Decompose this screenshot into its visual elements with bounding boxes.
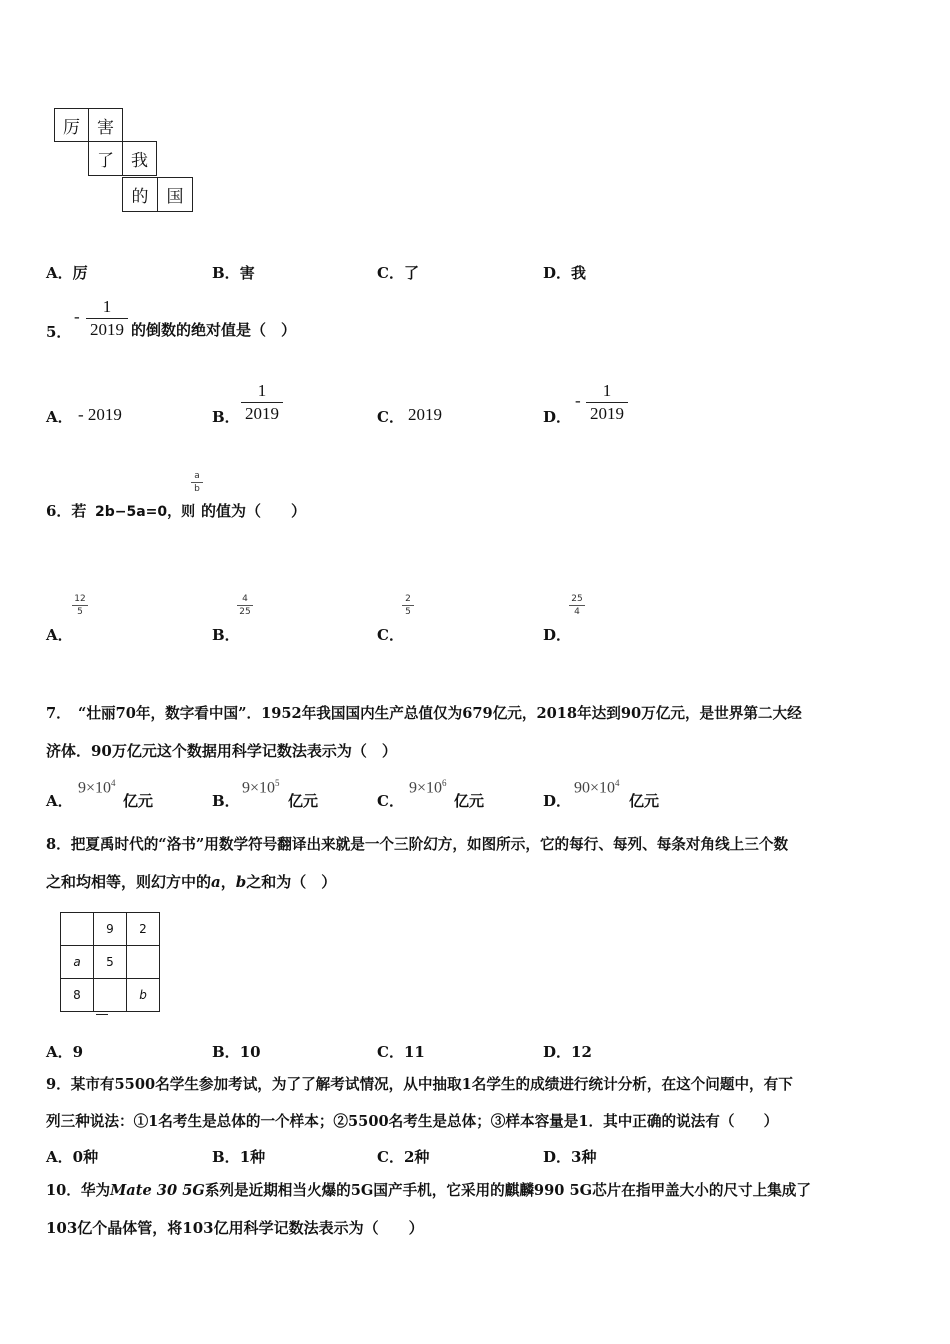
option-c: C．11 — [377, 1043, 425, 1061]
sci-notation: $9\times 10^4$ — [78, 778, 116, 797]
option-a: A． — [46, 626, 73, 644]
sci-notation: $9\times 10^5$ — [242, 778, 280, 797]
grid-cell: b — [127, 979, 160, 1012]
fraction: 1 2019 — [241, 380, 283, 425]
option-c-value: 2019 — [408, 405, 442, 424]
option-c: C． — [377, 408, 404, 426]
fraction: 4 25 — [237, 594, 253, 617]
question-number: 6．若 — [46, 502, 87, 520]
option-a-value: - 2019 — [78, 405, 122, 424]
cube-cell: 国 — [157, 177, 193, 212]
fraction: 2 5 — [402, 594, 414, 617]
neg-sign: - — [575, 391, 581, 410]
option-a: A．厉 — [46, 264, 88, 282]
fraction: 25 4 — [569, 594, 585, 617]
neg-sign: - — [74, 307, 80, 326]
option-a: A． — [46, 792, 73, 810]
option-c: C．了 — [377, 264, 419, 282]
question-text: 的倒数的绝对值是（ ） — [131, 321, 297, 339]
fraction: 1 2019 — [586, 380, 628, 425]
fraction: 1 2019 — [86, 296, 128, 341]
question-text: 的值为（ ） — [201, 502, 307, 520]
unit: 亿元 — [123, 792, 154, 810]
fraction: 12 5 — [72, 594, 88, 617]
sci-notation: $90\times 10^4$ — [574, 778, 620, 797]
grid-cell — [127, 946, 160, 979]
option-c: C．2种 — [377, 1148, 430, 1166]
fraction: a b — [191, 471, 203, 494]
grid-cell: 9 — [94, 913, 127, 946]
grid-cell — [61, 913, 94, 946]
question-text: 7． “壮丽70年，数字看中国”．1952年我国国内生产总值仅为679亿元，2018年达到90万亿元，是世界第二大经 — [46, 705, 802, 722]
option-d: D． — [543, 792, 572, 810]
unit: 亿元 — [454, 792, 485, 810]
grid-cell: a — [61, 946, 94, 979]
grid-cell: 2 — [127, 913, 160, 946]
question-text: 之和均相等，则幻方中的a，b之和为（ ） — [46, 873, 337, 891]
grid-cell: 8 — [61, 979, 94, 1012]
option-a: A．0种 — [46, 1148, 99, 1166]
option-c: C． — [377, 792, 404, 810]
option-b: B． — [212, 792, 240, 810]
cube-cell: 害 — [88, 108, 123, 142]
magic-square — [60, 912, 160, 1012]
option-a: A． — [46, 408, 73, 426]
option-b: B．1种 — [212, 1148, 266, 1166]
option-a: A．9 — [46, 1043, 84, 1061]
question-text: 103亿个晶体管，将103亿用科学记数法表示为（ ） — [46, 1219, 424, 1237]
unit: 亿元 — [629, 792, 660, 810]
option-d: D． — [543, 626, 572, 644]
unit: 亿元 — [288, 792, 319, 810]
question-text: 9．某市有5500名学生参加考试，为了了解考试情况，从中抽取1名学生的成绩进行统计分析，在这个问题中，有下 — [46, 1076, 793, 1093]
option-d: D．12 — [543, 1043, 592, 1061]
option-b: B．害 — [212, 264, 255, 282]
cube-cell: 厉 — [54, 108, 89, 142]
option-d: D．3种 — [543, 1148, 597, 1166]
option-d: D． — [543, 408, 572, 426]
option-d: D．我 — [543, 264, 587, 282]
question-text: 8．把夏禹时代的“洛书”用数学符号翻译出来就是一个三阶幻方，如图所示，它的每行、每列、每条对角线上三个数 — [46, 836, 789, 853]
option-b: B． — [212, 408, 240, 426]
option-c: C． — [377, 626, 404, 644]
question-text: 济体．90万亿元这个数据用科学记数法表示为（ ） — [46, 742, 397, 760]
question-text: 10．华为Mate 30 5G系列是近期相当火爆的5G国产手机，它采用的麒麟990 5G芯片在指甲盖大小的尺寸上集成了 — [46, 1182, 811, 1199]
cube-cell: 了 — [88, 141, 123, 176]
option-b: B． — [212, 626, 240, 644]
sci-notation: $9\times 10^6$ — [409, 778, 447, 797]
cube-cell: 的 — [122, 177, 158, 212]
question-number: 5． — [46, 323, 72, 341]
equation: 2b−5a=0，则 — [95, 504, 196, 520]
cube-cell: 我 — [122, 141, 157, 176]
grid-cell: 5 — [94, 946, 127, 979]
option-b: B．10 — [212, 1043, 261, 1061]
underline-mark — [96, 1014, 108, 1015]
grid-cell — [94, 979, 127, 1012]
question-text: 列三种说法：①1名考生是总体的一个样本；②5500名考生是总体；③样本容量是1．其中正确的说法有（ ） — [46, 1113, 779, 1130]
